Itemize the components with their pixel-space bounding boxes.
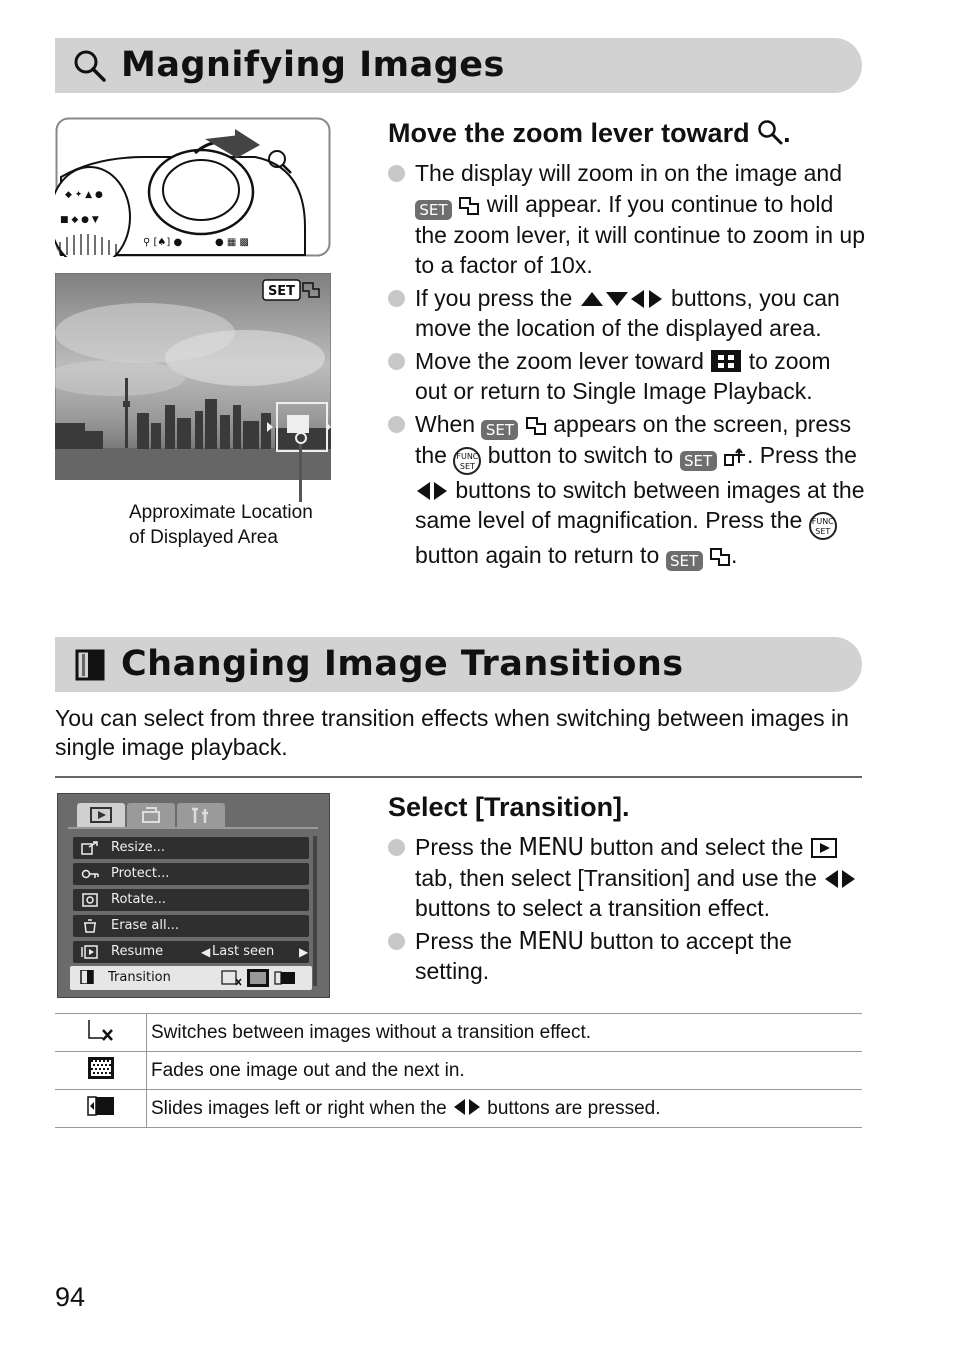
func-set-button-icon: FUNC SET [453, 447, 481, 475]
image-caption: Approximate Location of Displayed Area [129, 502, 313, 548]
transition-heading: Select [Transition]. [388, 792, 630, 822]
zoom-frame-icon [458, 196, 480, 216]
section-intro: You can select from three transition effects when switching between images in single image playback. [55, 705, 849, 760]
zoom-frame-icon [709, 547, 731, 567]
zoom-heading: Move the zoom lever toward . [388, 118, 791, 148]
table-cell: Switches between images without a transition effect. [147, 1014, 863, 1052]
playback-tab [77, 803, 125, 827]
slide-icon [86, 1094, 116, 1118]
func-set-button-icon: FUNC SET [809, 512, 837, 540]
set-badge: SET [267, 284, 296, 299]
magnify-icon [757, 119, 783, 145]
fade-icon [87, 1056, 115, 1080]
menu-item-erase-all: Erase all... [73, 915, 309, 937]
settings-tab [177, 803, 225, 827]
menu-item-protect: Protect... [73, 863, 309, 885]
callout-line [299, 444, 302, 502]
section-title: Magnifying Images [121, 45, 505, 85]
table-row [55, 1014, 862, 1052]
bullet-item: When SET appears on the screen, press the FUNC SET button to switch to SET . Press the buttons to switch between images at the same level of magnification. Press the FUNC SET button again to return to SET . [388, 409, 868, 572]
svg-text:◆ ✦ ▲ ●: ◆ ✦ ▲ ● [65, 190, 103, 200]
print-tab [127, 803, 175, 827]
set-badge: SET [680, 451, 717, 471]
svg-text:■ ◆ ● ▼: ■ ◆ ● ▼ [60, 215, 99, 225]
set-badge: SET [481, 420, 518, 440]
divider [55, 776, 862, 778]
zoom-frame-icon [525, 416, 547, 436]
left-right-buttons-icon [452, 1097, 482, 1117]
transition-icon [73, 648, 107, 682]
magnify-icon [73, 49, 107, 83]
left-right-buttons-icon [823, 868, 857, 890]
table-cell: Fades one image out and the next in. [147, 1052, 863, 1090]
zoomed-image-screen [55, 273, 331, 480]
bullet-item: Move the zoom lever toward to zoom out or return to Single Image Playback. [388, 346, 868, 407]
menu-item-rotate: Rotate... [73, 889, 309, 911]
arrow-buttons-icon [579, 288, 665, 310]
transition-table [55, 1013, 862, 1128]
bullet-item: If you press the buttons, you can move the location of the displayed area. [388, 283, 868, 344]
table-row [55, 1090, 862, 1128]
menu-button-label: MENU [518, 832, 584, 861]
transition-instructions [388, 832, 868, 989]
jump-frame-icon [723, 447, 747, 467]
table-cell: Slides images left or right when the buttons are pressed. [147, 1090, 863, 1128]
left-right-buttons-icon [415, 480, 449, 502]
no-effect-icon [86, 1018, 116, 1042]
bullet-item: The display will zoom in on the image and SET will appear. If you continue to hold the zoom lever, it will continue to zoom in up to a factor of 10x. [388, 158, 868, 281]
set-badge: SET [415, 200, 452, 220]
camera-playback-menu [57, 793, 330, 998]
svg-text:⚲ [♠] ●: ⚲ [♠] ● [143, 237, 183, 248]
menu-item-resume: Resume ◀ Last seen ▶ [73, 941, 309, 963]
zoom-instructions [388, 158, 868, 573]
set-badge: SET [666, 551, 703, 571]
menu-item-transition: Transition [70, 966, 312, 990]
menu-item-resize: Resize... [73, 837, 309, 859]
menu-button-label: MENU [518, 925, 584, 955]
svg-text:● ▦ ▩: ● ▦ ▩ [215, 237, 249, 248]
camera-zoom-lever-illustration [55, 117, 331, 257]
page-number: 94 [55, 1282, 86, 1312]
index-zoom-icon [710, 349, 742, 373]
section-title: Changing Image Transitions [121, 644, 684, 684]
bullet-item: Press the MENU button and select the tab, then select [Transition] and use the buttons to select a transition effect. [388, 832, 868, 924]
playback-tab-icon [810, 837, 838, 859]
resume-value: Last seen [212, 944, 275, 959]
section-header-transitions [55, 637, 862, 692]
bullet-item: Press the MENU button to accept the setting. [388, 926, 868, 987]
section-header-magnifying [55, 38, 862, 93]
table-row [55, 1052, 862, 1090]
